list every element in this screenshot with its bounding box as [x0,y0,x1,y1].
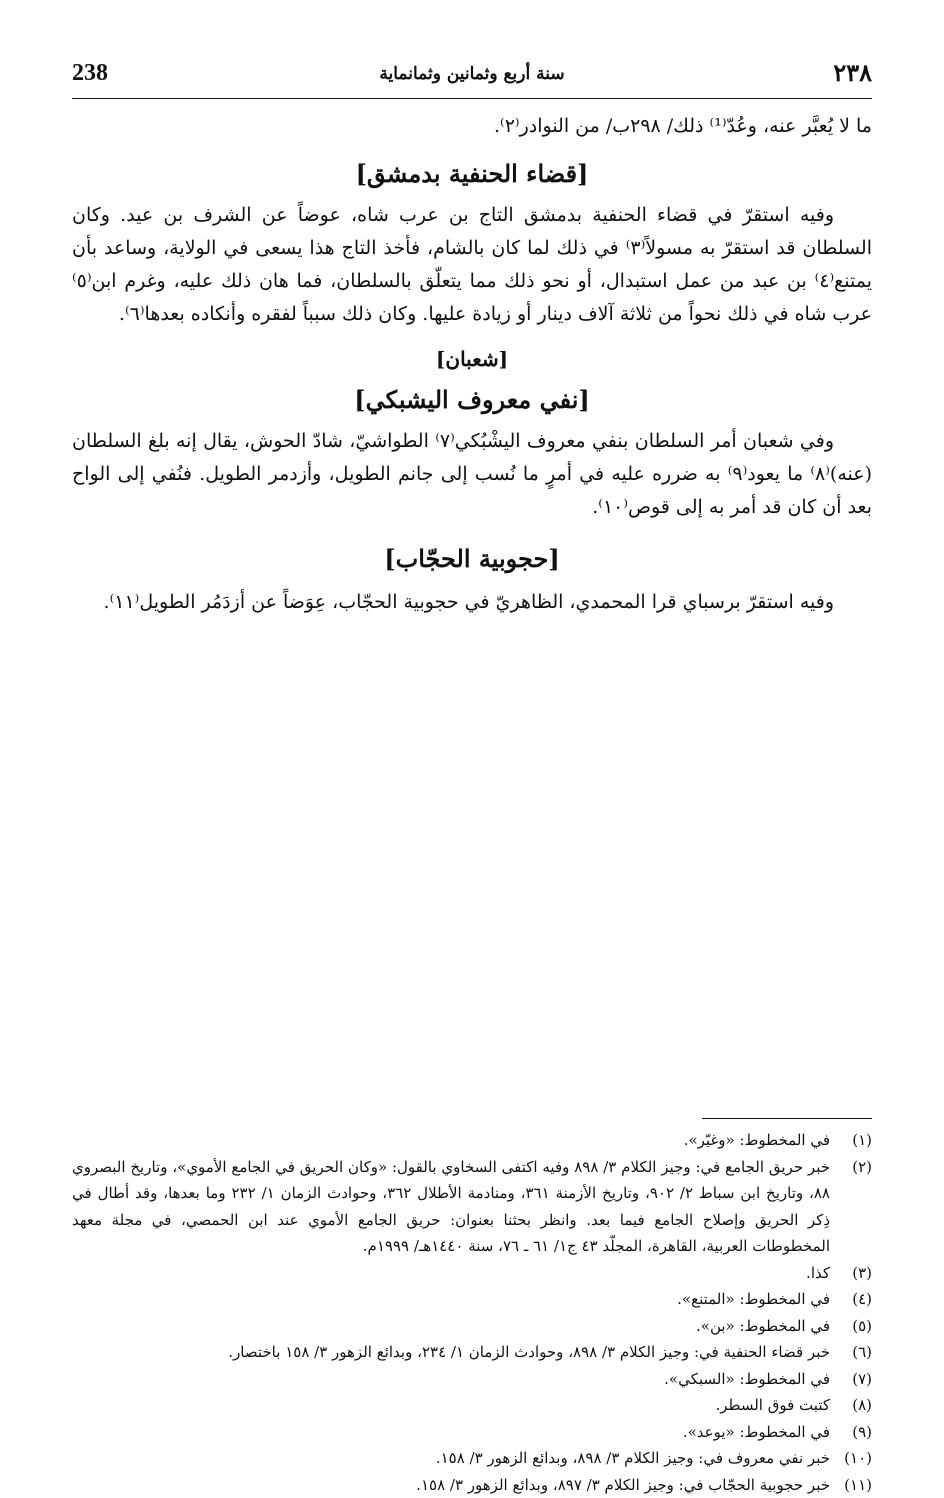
footnote-text: في المخطوط: «المتنع». [72,1286,830,1313]
paragraph-hanafi-judgeship: وفيه استقرّ في قضاء الحنفية بدمشق التاج بن عرب شاه، عوضاً عن الشرف بن عيد. وكان السلطان قد استقرّ به مسولاً⁽٣⁾ في ذلك لما كان بالشام، فأخذ التاج هذا يسعى في الولاية، وساعد بأن يمتنع⁽٤⁾ بن عبد من عمل استبدال، أو نحو ذلك مما يتعلّق بالسلطان، فما هان ذلك عليه، وغرم ابن⁽٥⁾ عرب شاه في ذلك نحواً من ثلاثة آلاف دينار أو زيادة عليها. وكان ذلك سبباً لفقره وأنكاده بعدها⁽٦⁾. [72,199,872,331]
footnote-item [72,1445,872,1472]
running-title: سنة أربع وثمانين وثمانماية [72,64,872,84]
footnote-item [72,1392,872,1419]
footnote-text: في المخطوط: «بن». [72,1313,830,1340]
footnote-item [72,1260,872,1287]
month-heading-shaban: [شعبان] [72,341,872,377]
footnote-number: (١١) [830,1472,872,1498]
footnote-text: خبر نفي معروف في: وجيز الكلام ٣/ ٨٩٨، وبدائع الزهور ٣/ ١٥٨. [72,1445,830,1472]
footnote-number: (٨) [830,1392,872,1419]
footnote-text: في المخطوط: «وغيّر». [72,1127,830,1154]
footnote-number: (٩) [830,1419,872,1446]
footnote-item [72,1313,872,1340]
footnote-text: في المخطوط: «السبكي». [72,1366,830,1393]
paragraph-intro: ما لا يُعبَّر عنه، وعُدّ⁽¹⁾ ذلك/ ٢٩٨ب/ من النوادر⁽٢⁾. [72,110,872,143]
section-heading-chamberlains: [حجوبية الحجّاب] [72,538,872,580]
footnote-number: (٢) [830,1154,872,1181]
section-heading-hanafi-judgeship: [قضاء الحنفية بدمشق] [72,153,872,195]
paragraph-exile-maruf: وفي شعبان أمر السلطان بنفي معروف اليشْبُكي⁽٧⁾ الطواشيّ، شادّ الحوش، يقال إنه بلغ السلطان (عنه)⁽٨⁾ ما يعود⁽٩⁾ به ضرره عليه في أمرٍ ما نُسب إلى جانم الطويل، وأزدمر الطويل. فنُفي إلى الواح بعد أن كان قد أمر به إلى قوص⁽١٠⁾. [72,425,872,524]
footnote-number: (٤) [830,1286,872,1313]
footnote-text: خبر حجوبية الحجّاب في: وجيز الكلام ٣/ ٨٩٧، وبدائع الزهور ٣/ ١٥٨. [72,1472,830,1498]
footnote-item [72,1472,872,1498]
running-header [72,58,872,99]
footnote-number: (٦) [830,1339,872,1366]
footnote-text: خبر قضاء الحنفية في: وجيز الكلام ٣/ ٨٩٨، وحوادث الزمان ١/ ٢٣٤، وبدائع الزهور ٣/ ١٥٨ باختصار. [72,1339,830,1366]
main-text [72,110,872,619]
footnote-item [72,1339,872,1366]
footnote-number: (٥) [830,1313,872,1340]
footnote-text: في المخطوط: «يوعد». [72,1419,830,1446]
paragraph-chamberlains: وفيه استقرّ برسباي قرا المحمدي، الظاهريّ في حجوبية الحجّاب، عِوَضاً عن أزدَمُر الطويل⁽١١⁾. [72,586,872,619]
footnote-text: كذا. [72,1260,830,1287]
footnote-number: (١٠) [830,1445,872,1472]
footnote-item [72,1419,872,1446]
footnote-item [72,1127,872,1154]
page-number-arabic: ٢٣٨ [833,58,872,87]
footnote-number: (٣) [830,1260,872,1287]
footnote-text: كتبت فوق السطر. [72,1392,830,1419]
footnote-number: (١) [830,1127,872,1154]
footnote-text: خبر حريق الجامع في: وجيز الكلام ٣/ ٨٩٨ وفيه اكتفى السخاوي بالقول: «وكان الحريق في الجامع الأموي»، وتاريخ البصروي ٨٨، وتاريخ ابن سباط ٢/ ٩٠٢، وتاريخ الأزمنة ٣٦١، ومنادمة الأطلال ٣٦٢، وحوادث الزمان ١/ ٢٣٢ وما بعدها، وقد أطال في ذِكر الحريق وإصلاح الجامع فيما بعد. وانظر بحثنا بعنوان: حريق الجامع الأموي عند ابن الحمصي، في مجلة معهد المخطوطات العربية، القاهرة، المجلّد ٤٣ ج١/ ٦١ ـ ٧٦، سنة ١٤٤٠هـ/ ١٩٩٩م. [72,1154,830,1260]
page-number-latin: 238 [72,60,108,87]
footnote-item [72,1154,872,1260]
footnote-item [72,1286,872,1313]
footnote-number: (٧) [830,1366,872,1393]
footnotes [72,1118,872,1498]
section-heading-exile-maruf: [نفي معروف اليشبكي] [72,379,872,421]
footnote-item [72,1366,872,1393]
